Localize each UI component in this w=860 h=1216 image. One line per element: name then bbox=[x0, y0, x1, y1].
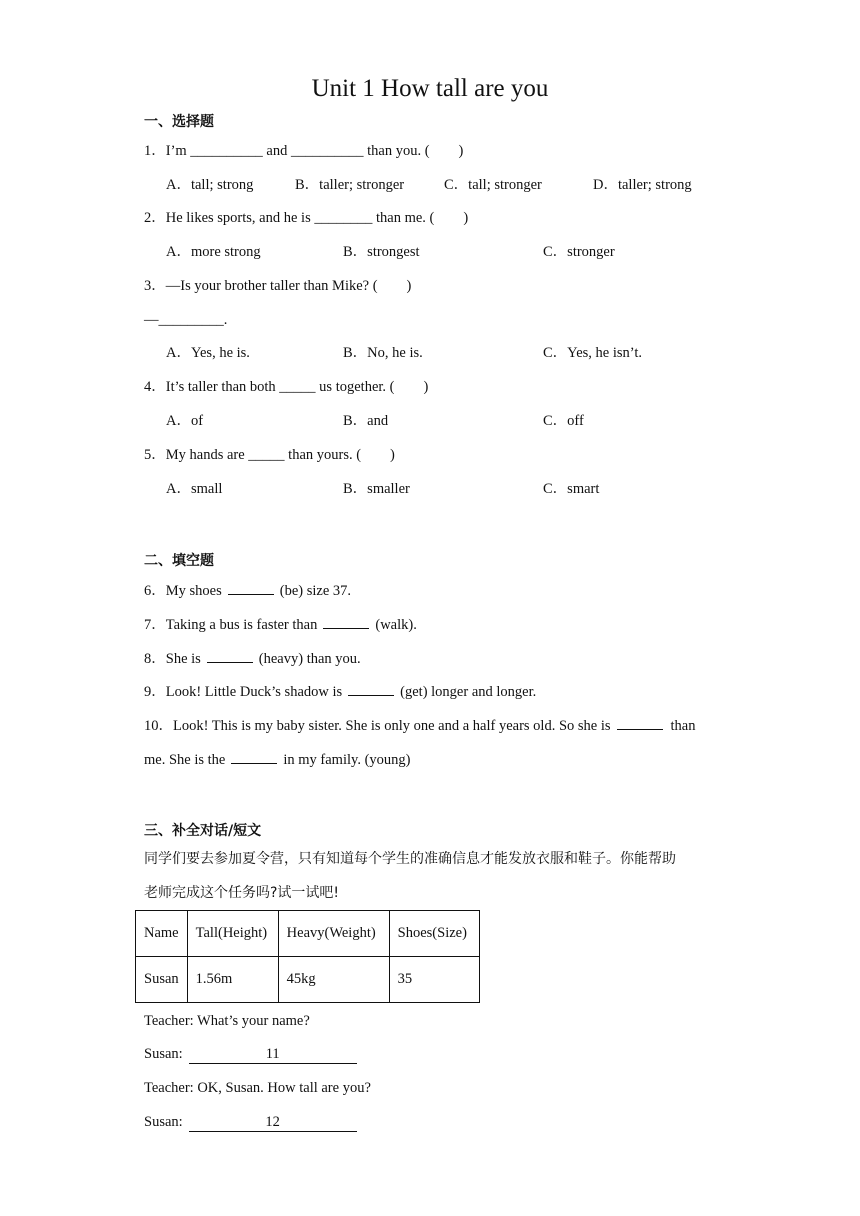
question-3: 3．—Is your brother taller than Mike? ( ) bbox=[144, 278, 412, 294]
q5-option-a[interactable]: A．small bbox=[166, 481, 223, 497]
q3-option-b[interactable]: B．No, he is. bbox=[343, 345, 423, 361]
table-header-cell: Shoes(Size) bbox=[389, 911, 479, 957]
q8-prefix: 8．She is bbox=[144, 651, 201, 667]
question-3-response: —_________. bbox=[144, 312, 228, 328]
section-heading-dialog: 三、补全对话/短文 bbox=[144, 823, 262, 839]
q1-option-c[interactable]: C．tall; stronger bbox=[444, 177, 542, 193]
table-header-cell: Name bbox=[136, 911, 188, 957]
dialog-susan-2 bbox=[144, 1112, 357, 1132]
question-5: 5．My hands are _____ than yours. ( ) bbox=[144, 447, 395, 463]
q6-prefix: 6．My shoes bbox=[144, 583, 222, 599]
q9-blank[interactable] bbox=[348, 681, 394, 696]
q2-option-c[interactable]: C．stronger bbox=[543, 244, 615, 260]
q5-option-c[interactable]: C．smart bbox=[543, 481, 600, 497]
answer-blank-12[interactable]: 12 bbox=[189, 1113, 357, 1132]
q9-suffix: (get) longer and longer. bbox=[400, 684, 537, 700]
q1-option-d[interactable]: D．taller; strong bbox=[593, 177, 692, 193]
section-heading-fill: 二、填空题 bbox=[144, 553, 214, 569]
q7-blank[interactable] bbox=[323, 614, 369, 629]
q6-blank[interactable] bbox=[228, 580, 274, 595]
q7-prefix: 7．Taking a bus is faster than bbox=[144, 617, 318, 633]
q2-option-a[interactable]: A．more strong bbox=[166, 244, 261, 260]
q5-option-b[interactable]: B．smaller bbox=[343, 481, 410, 497]
section-heading-choice: 一、选择题 bbox=[144, 114, 214, 130]
q4-option-c[interactable]: C．off bbox=[543, 413, 584, 429]
question-2: 2．He likes sports, and he is ________ than me. ( ) bbox=[144, 210, 469, 226]
q4-option-b[interactable]: B．and bbox=[343, 413, 389, 429]
table-row bbox=[136, 957, 480, 1003]
q7-suffix: (walk). bbox=[375, 617, 417, 633]
intro-line-1: 同学们要去参加夏令营，只有知道每个学生的准确信息才能发放衣服和鞋子。你能帮助 bbox=[144, 851, 676, 867]
table-header-row bbox=[136, 911, 480, 957]
q10-mid: me. She is the bbox=[144, 752, 226, 768]
q3-option-a[interactable]: A．Yes, he is. bbox=[166, 345, 250, 361]
question-6 bbox=[144, 580, 351, 601]
dialog-susan-1 bbox=[144, 1044, 357, 1064]
table-header-cell: Tall(Height) bbox=[187, 911, 278, 957]
q4-option-a[interactable]: A．of bbox=[166, 413, 204, 429]
q10-than: than bbox=[670, 718, 696, 734]
intro-line-2: 老师完成这个任务吗?试一试吧! bbox=[144, 885, 340, 901]
question-8 bbox=[144, 648, 361, 669]
table-cell: 1.56m bbox=[187, 957, 278, 1003]
question-10-continued bbox=[144, 749, 410, 770]
table-cell: 45kg bbox=[278, 957, 389, 1003]
student-info-table bbox=[135, 910, 480, 1003]
table-cell: 35 bbox=[389, 957, 479, 1003]
q8-suffix: (heavy) than you. bbox=[258, 651, 361, 667]
answer-blank-11[interactable]: 11 bbox=[189, 1045, 357, 1064]
q10-blank-1[interactable] bbox=[617, 715, 663, 730]
susan-label: Susan: bbox=[144, 1046, 183, 1062]
question-7 bbox=[144, 614, 417, 635]
q8-blank[interactable] bbox=[207, 648, 253, 663]
question-9 bbox=[144, 681, 536, 702]
susan-label: Susan: bbox=[144, 1114, 183, 1130]
dialog-teacher-2: Teacher: OK, Susan. How tall are you? bbox=[144, 1080, 371, 1096]
q10-prefix: 10．Look! This is my baby sister. She is only one and a half years old. So she is bbox=[144, 718, 611, 734]
q1-option-b[interactable]: B．taller; stronger bbox=[295, 177, 405, 193]
table-header-cell: Heavy(Weight) bbox=[278, 911, 389, 957]
question-10 bbox=[144, 715, 695, 736]
q2-option-b[interactable]: B．strongest bbox=[343, 244, 420, 260]
q1-option-a[interactable]: A．tall; strong bbox=[166, 177, 254, 193]
q10-suffix: in my family. (young) bbox=[283, 752, 411, 768]
dialog-teacher-1: Teacher: What’s your name? bbox=[144, 1013, 310, 1029]
q3-option-c[interactable]: C．Yes, he isn’t. bbox=[543, 345, 642, 361]
question-1: 1．I’m __________ and __________ than you. ( ) bbox=[144, 143, 464, 159]
q6-suffix: (be) size 37. bbox=[279, 583, 352, 599]
table-cell: Susan bbox=[136, 957, 188, 1003]
page-title: Unit 1 How tall are you bbox=[311, 75, 549, 102]
question-4: 4．It’s taller than both _____ us together. ( ) bbox=[144, 379, 429, 395]
q10-blank-2[interactable] bbox=[231, 749, 277, 764]
q9-prefix: 9．Look! Little Duck’s shadow is bbox=[144, 684, 343, 700]
